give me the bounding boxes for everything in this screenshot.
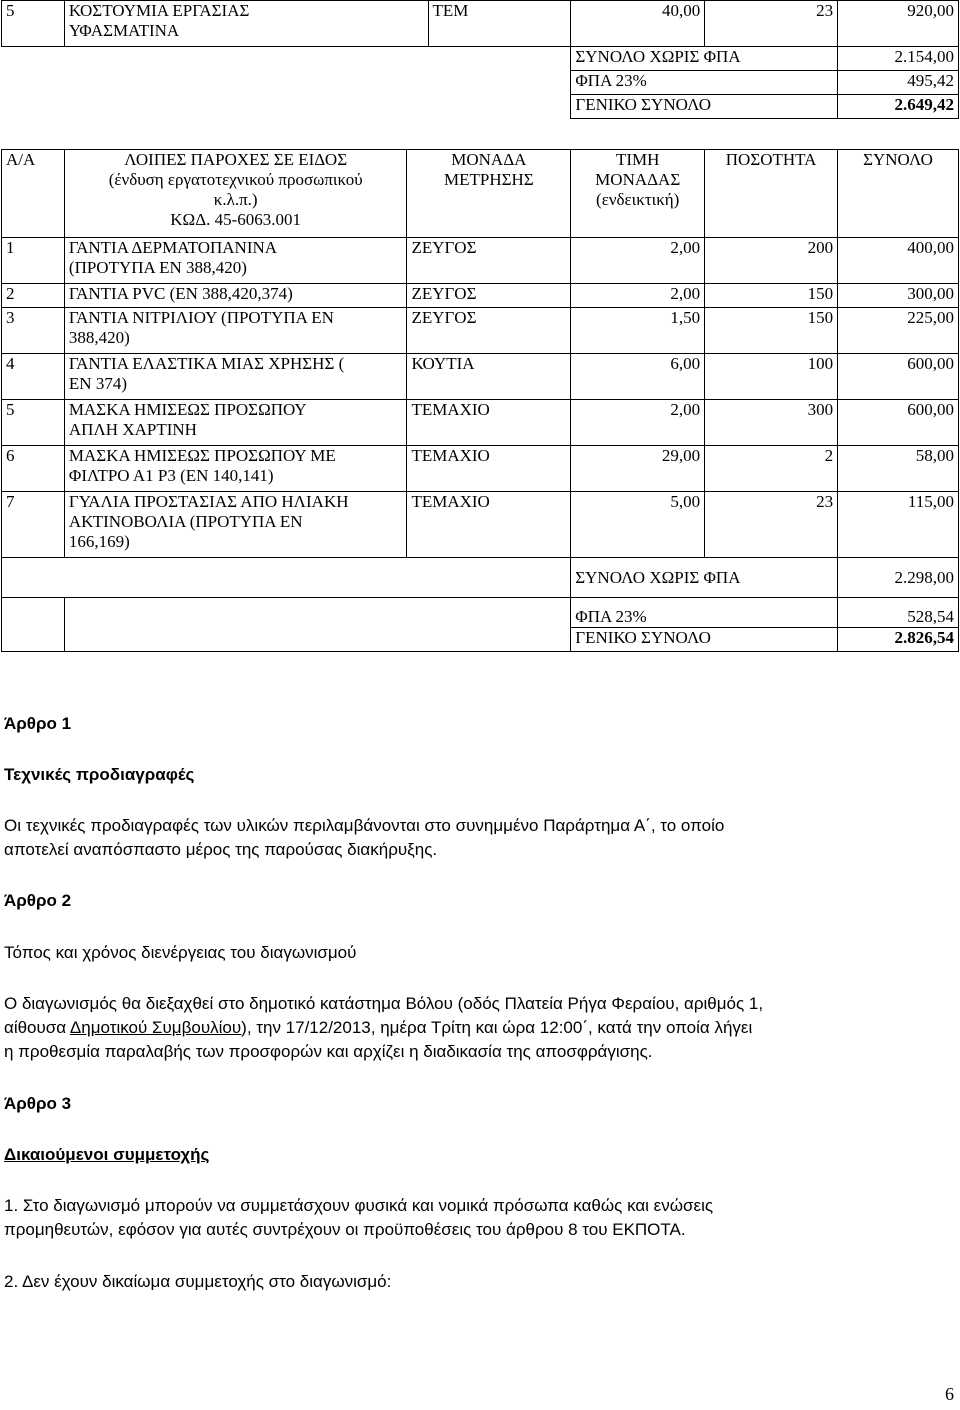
subtotal-row (2, 47, 959, 71)
table-header-row (2, 150, 959, 238)
header-no: Α/Α (2, 150, 65, 238)
article-3-title: Άρθρο 3 (4, 1094, 72, 1113)
item-unit: ΤΕΜ (428, 1, 571, 47)
article-3-paragraph-1: 1. Στο διαγωνισμό μπορούν να συμμετάσχουν φυσικά και νομικά πρόσωπα καθώς και ενώσεις προμηθευτών, εφόσον για αυτές συντρέχουν οι προϋποθέσεις του άρθρου 8 του ΕΚΠΟΤΑ. (4, 1196, 714, 1239)
grand-total-row (2, 95, 959, 119)
article-3-subtitle: Δικαιούμενοι συμμετοχής (4, 1145, 210, 1164)
subtotal-label: ΣΥΝΟΛΟ ΧΩΡΙΣ ΦΠΑ (571, 558, 838, 598)
subtotal-row (2, 558, 959, 598)
table-row: 1 ΓΑΝΤΙΑ ΔΕΡΜΑΤΟΠΑΝΙΝΑ (ΠΡΟΤΥΠΑ ΕΝ 388,420) ΖΕΥΓΟΣ 2,00 200 400,00 (2, 238, 959, 284)
grand-total-label: ΓΕΝΙΚΟ ΣΥΝΟΛΟ (571, 628, 838, 652)
table-row: 3 ΓΑΝΤΙΑ ΝΙΤΡΙΛΙΟΥ (ΠΡΟΤΥΠΑ ΕΝ 388,420) ΖΕΥΓΟΣ 1,50 150 225,00 (2, 308, 959, 354)
article-3-paragraph-2: 2. Δεν έχουν δικαίωμα συμμετοχής στο διαγωνισμό: (4, 1272, 392, 1291)
vat-row (2, 71, 959, 95)
subtotal-label: ΣΥΝΟΛΟ ΧΩΡΙΣ ΦΠΑ (571, 47, 838, 71)
article-1-paragraph: Οι τεχνικές προδιαγραφές των υλικών περιλαμβάνονται στο συνημμένο Παράρτημα Α΄, το οποίο αποτελεί αναπόσπαστο μέρος της παρούσας διακήρυξης. (4, 816, 725, 859)
vat-value: 495,42 (838, 71, 959, 95)
grand-total-value: 2.826,54 (838, 628, 959, 652)
table-row: 2 ΓΑΝΤΙΑ PVC (ΕΝ 388,420,374) ΖΕΥΓΟΣ 2,00 150 300,00 (2, 284, 959, 308)
header-quantity: ΠΟΣΟΤΗΤΑ (705, 150, 838, 238)
header-price: ΤΙΜΗ ΜΟΝΑΔΑΣ (ενδεικτική) (571, 150, 705, 238)
table-row: 4 ΓΑΝΤΙΑ ΕΛΑΣΤΙΚΑ ΜΙΑΣ ΧΡΗΣΗΣ ( ΕΝ 374) ΚΟΥΤΙΑ 6,00 100 600,00 (2, 354, 959, 400)
article-1-subtitle: Τεχνικές προδιαγραφές (4, 765, 195, 784)
table-row (2, 1, 959, 47)
vat-row (2, 598, 959, 628)
article-2-paragraph: Ο διαγωνισμός θα διεξαχθεί στο δημοτικό κατάστημα Βόλου (οδός Πλατεία Ρήγα Φεραίου, αριθμός 1, αίθουσα Δημοτικού Συμβουλίου), την 17/12/2013, ημέρα Τρίτη και ώρα 12:00΄, κατά την οποία λήγει η προθεσμία παραλαβής των προσφορών και αρχίζει η διαδικασία της αποσφράγισης. (4, 994, 764, 1061)
article-1-title: Άρθρο 1 (4, 714, 72, 733)
item-total: 920,00 (838, 1, 959, 47)
council-link[interactable]: Δημοτικού Συμβουλίου (69, 1018, 242, 1037)
header-description: ΛΟΙΠΕΣ ΠΑΡΟΧΕΣ ΣΕ ΕΙΔΟΣ (ένδυση εργατοτεχνικού προσωπικού κ.λ.π.) ΚΩΔ. 45-6063.001 (64, 150, 407, 238)
page-number: 6 (945, 1384, 954, 1404)
item-description: ΚΟΣΤΟΥΜΙΑ ΕΡΓΑΣΙΑΣ ΥΦΑΣΜΑΤΙΝΑ (64, 1, 428, 47)
item-number: 5 (2, 1, 65, 47)
vat-value: 528,54 (838, 598, 959, 628)
subtotal-value: 2.154,00 (838, 47, 959, 71)
grand-total-row (2, 628, 959, 652)
item-price: 40,00 (571, 1, 705, 47)
table-row: 5 ΜΑΣΚΑ ΗΜΙΣΕΩΣ ΠΡΟΣΩΠΟΥ ΑΠΛΗ ΧΑΡΤΙΝΗ ΤΕΜΑΧΙΟ 2,00 300 600,00 (2, 400, 959, 446)
header-unit: ΜΟΝΑΔΑ ΜΕΤΡΗΣΗΣ (407, 150, 571, 238)
vat-label: ΦΠΑ 23% (571, 71, 838, 95)
vat-label: ΦΠΑ 23% (571, 598, 838, 628)
items-table-continued (1, 0, 959, 119)
other-benefits-table (1, 149, 959, 652)
grand-total-value: 2.649,42 (838, 95, 959, 119)
item-qty: 23 (705, 1, 838, 47)
header-total: ΣΥΝΟΛΟ (838, 150, 959, 238)
article-2-subtitle: Τόπος και χρόνος διενέργειας του διαγωνισμού (4, 943, 357, 962)
table-row: 6 ΜΑΣΚΑ ΗΜΙΣΕΩΣ ΠΡΟΣΩΠΟΥ ΜΕ ΦΙΛΤΡΟ Α1 Ρ3 (ΕΝ 140,141) ΤΕΜΑΧΙΟ 29,00 2 58,00 (2, 446, 959, 492)
article-2-title: Άρθρο 2 (4, 891, 72, 910)
subtotal-value: 2.298,00 (838, 558, 959, 598)
grand-total-label: ΓΕΝΙΚΟ ΣΥΝΟΛΟ (571, 95, 838, 119)
table-row: 7 ΓΥΑΛΙΑ ΠΡΟΣΤΑΣΙΑΣ ΑΠΟ ΗΛΙΑΚΗ ΑΚΤΙΝΟΒΟΛΙΑ (ΠΡΟΤΥΠΑ ΕΝ 166,169) ΤΕΜΑΧΙΟ 5,00 23 115,00 (2, 492, 959, 558)
